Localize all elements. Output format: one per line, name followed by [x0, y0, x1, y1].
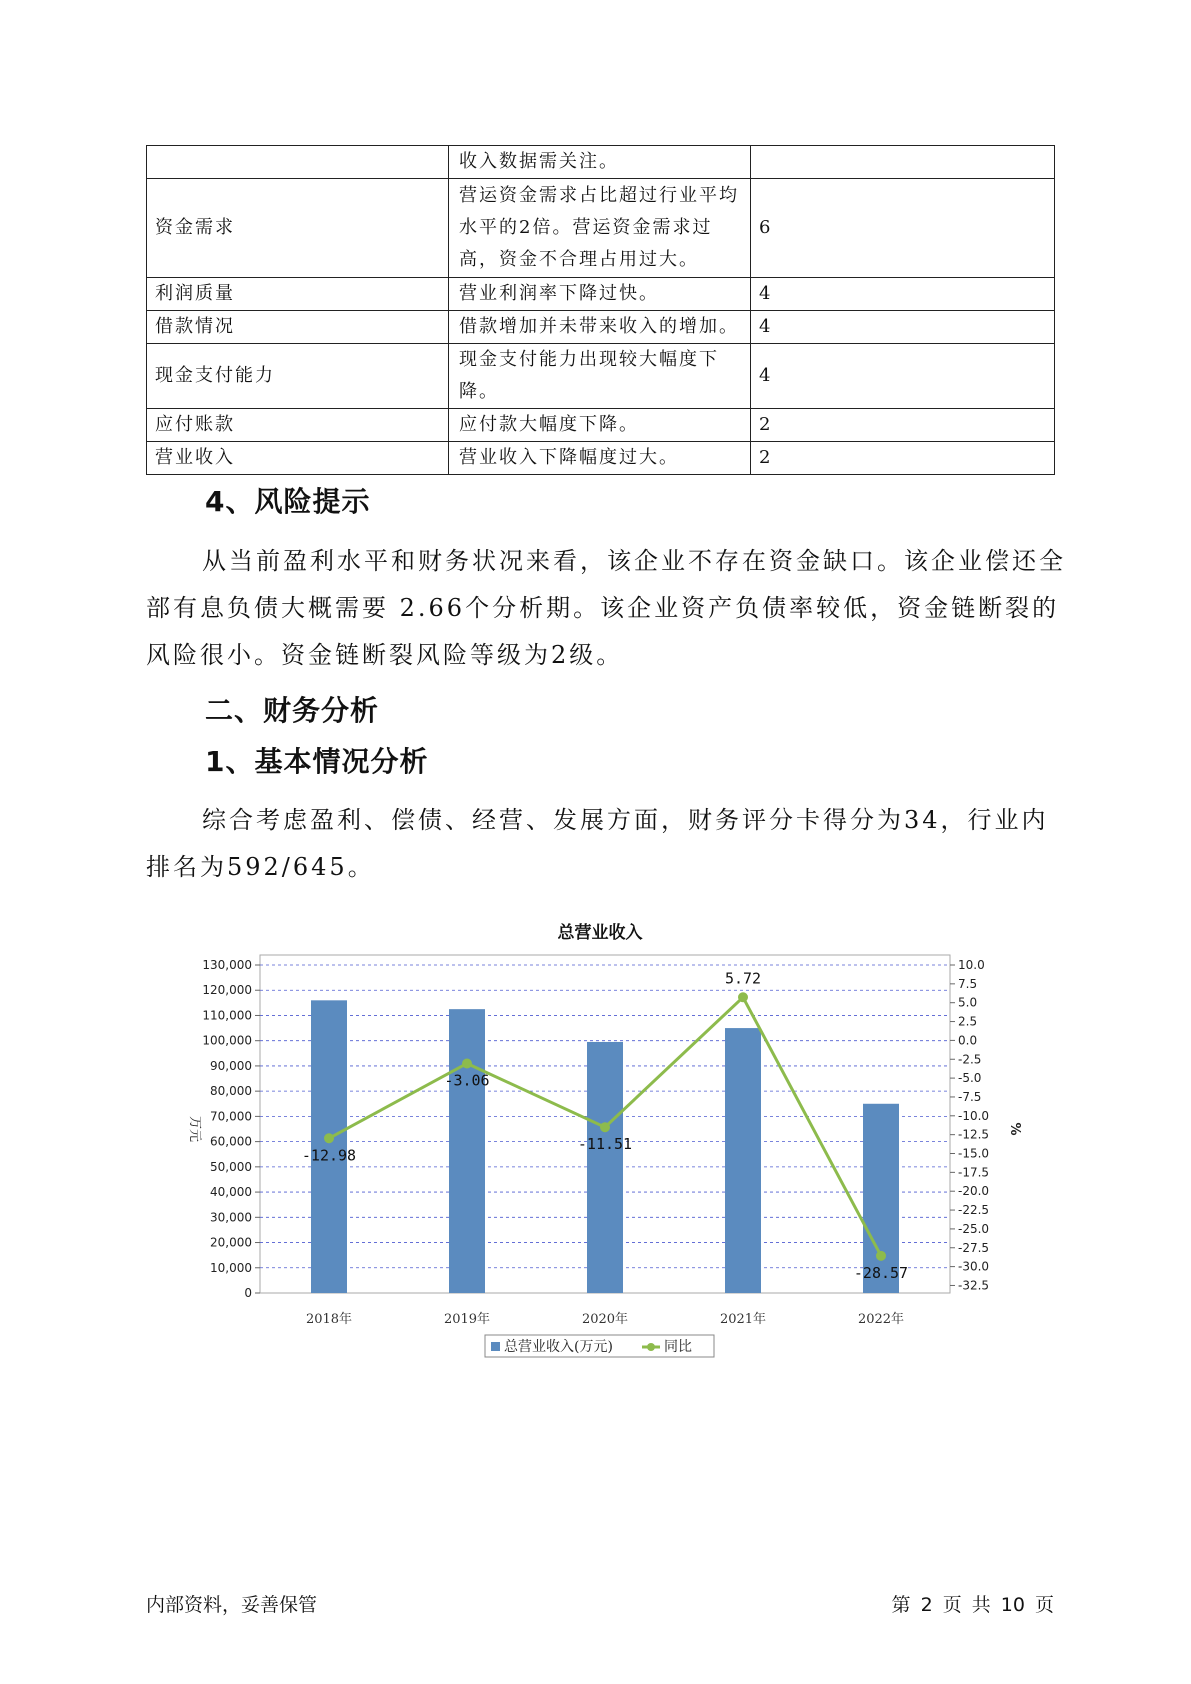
y-left-tick-label: 70,000: [210, 1109, 252, 1124]
y-right-tick-label: -32.5: [958, 1278, 990, 1293]
table-row: [147, 409, 1055, 442]
yoy-point: [876, 1251, 886, 1261]
revenue-chart-svg: [175, 910, 1035, 1370]
table-cell-item: [147, 146, 449, 179]
legend-swatch-bar: [491, 1342, 500, 1351]
table-cell-score: 4: [751, 344, 1055, 409]
table-cell-score: 2: [751, 409, 1055, 442]
y-left-tick-label: 120,000: [202, 983, 252, 998]
y-left-tick-label: 40,000: [210, 1185, 252, 1200]
table-cell-score: 4: [751, 311, 1055, 344]
y-left-tick-label: 110,000: [202, 1008, 252, 1023]
heading-financial-analysis: 二、财务分析: [205, 694, 380, 727]
table-row: [147, 442, 1055, 475]
data-label: -11.51: [577, 1135, 633, 1154]
bar: [449, 1009, 485, 1293]
y-left-tick-label: 0: [244, 1286, 252, 1300]
y-right-tick-label: -25.0: [958, 1221, 990, 1236]
y-left-tick-label: 130,000: [202, 958, 252, 972]
table-cell-item: 应付账款: [147, 409, 449, 442]
y-left-tick-label: 50,000: [210, 1159, 252, 1174]
yoy-point: [324, 1133, 334, 1143]
paragraph-basic: 综合考虑盈利、偿债、经营、发展方面，财务评分卡得分为34，行业内排名为592/645。: [146, 806, 1049, 881]
legend-label-yoy: 同比: [664, 1339, 692, 1355]
legend-swatch-point: [647, 1343, 655, 1351]
table-cell-item: 营业收入: [147, 442, 449, 475]
y-right-tick-label: 10.0: [958, 958, 985, 972]
y-right-tick-label: -30.0: [958, 1259, 990, 1274]
footer-confidential: 内部资料，妥善保管: [146, 1594, 318, 1616]
y-left-tick-label: 90,000: [210, 1058, 252, 1073]
data-label: -12.98: [301, 1146, 357, 1165]
y-right-tick-label: -5.0: [958, 1071, 982, 1086]
table-cell-description: 营业收入下降幅度过大。: [449, 442, 751, 475]
risk-indicator-table: [146, 145, 1055, 475]
y-right-axis-label: %: [1007, 1122, 1022, 1136]
table-cell-item: 利润质量: [147, 278, 449, 311]
data-label: -3.06: [444, 1071, 490, 1090]
table-cell-description: 收入数据需关注。: [449, 146, 751, 179]
table-row: [147, 179, 1055, 278]
y-left-axis-label: 万元: [187, 1115, 202, 1143]
table-row: [147, 278, 1055, 311]
table-cell-score: 4: [751, 278, 1055, 311]
table-row: [147, 146, 1055, 179]
bar: [725, 1028, 761, 1293]
y-left-tick-label: 30,000: [210, 1210, 252, 1225]
y-left-tick-label: 60,000: [210, 1134, 252, 1149]
y-right-tick-label: 7.5: [958, 976, 978, 991]
y-right-tick-label: -10.0: [958, 1108, 990, 1123]
x-tick-label: 2021年: [719, 1312, 767, 1327]
y-right-tick-label: -20.0: [958, 1184, 990, 1199]
table-cell-description: 应付款大幅度下降。: [449, 409, 751, 442]
yoy-point: [738, 992, 748, 1002]
y-right-tick-label: 2.5: [958, 1014, 978, 1029]
y-left-tick-label: 80,000: [210, 1084, 252, 1099]
data-label: -28.57: [853, 1263, 909, 1282]
y-right-tick-label: -7.5: [958, 1089, 982, 1104]
x-tick-label: 2022年: [857, 1312, 905, 1327]
x-tick-label: 2020年: [581, 1312, 629, 1327]
y-right-tick-label: -17.5: [958, 1165, 990, 1180]
table-cell-description: 现金支付能力出现较大幅度下降。: [449, 344, 751, 409]
data-label: 5.72: [724, 969, 762, 988]
table-row: [147, 311, 1055, 344]
x-tick-label: 2018年: [305, 1312, 353, 1327]
chart-title: 总营业收入: [557, 923, 643, 943]
x-tick-label: 2019年: [443, 1312, 491, 1327]
y-right-tick-label: -2.5: [958, 1052, 982, 1067]
table-cell-score: 2: [751, 442, 1055, 475]
y-right-tick-label: -12.5: [958, 1127, 990, 1142]
heading-basic-analysis: 1、基本情况分析: [205, 745, 429, 778]
heading-risk: 4、风险提示: [205, 485, 371, 518]
y-right-tick-label: 0.0: [958, 1033, 978, 1048]
y-right-tick-label: -22.5: [958, 1203, 990, 1218]
y-right-tick-label: -15.0: [958, 1146, 990, 1161]
table-cell-item: 借款情况: [147, 311, 449, 344]
table-cell-score: 6: [751, 179, 1055, 278]
table-cell-item: 资金需求: [147, 179, 449, 278]
table-row: [147, 344, 1055, 409]
y-left-tick-label: 20,000: [210, 1235, 252, 1250]
table-cell-description: 营业利润率下降过快。: [449, 278, 751, 311]
table-cell-description: 营运资金需求占比超过行业平均水平的2倍。营运资金需求过高，资金不合理占用过大。: [449, 179, 751, 278]
y-right-tick-label: -27.5: [958, 1240, 990, 1255]
yoy-point: [462, 1058, 472, 1068]
y-right-tick-label: 5.0: [958, 995, 978, 1010]
y-left-tick-label: 100,000: [202, 1033, 252, 1048]
revenue-chart: [175, 910, 1035, 1370]
paragraph-risk: 从当前盈利水平和财务状况来看，该企业不存在资金缺口。该企业偿还全部有息负债大概需要 2.66个分析期。该企业资产负债率较低，资金链断裂的风险很小。资金链断裂风险等级为2级。: [146, 547, 1066, 669]
footer-page-number: 第 2 页 共 10 页: [891, 1594, 1054, 1616]
table-cell-item: 现金支付能力: [147, 344, 449, 409]
legend-label-revenue: 总营业收入(万元): [504, 1339, 613, 1355]
yoy-point: [600, 1122, 610, 1132]
table-cell-score: [751, 146, 1055, 179]
y-left-tick-label: 10,000: [210, 1260, 252, 1275]
bar: [587, 1042, 623, 1293]
table-cell-description: 借款增加并未带来收入的增加。: [449, 311, 751, 344]
